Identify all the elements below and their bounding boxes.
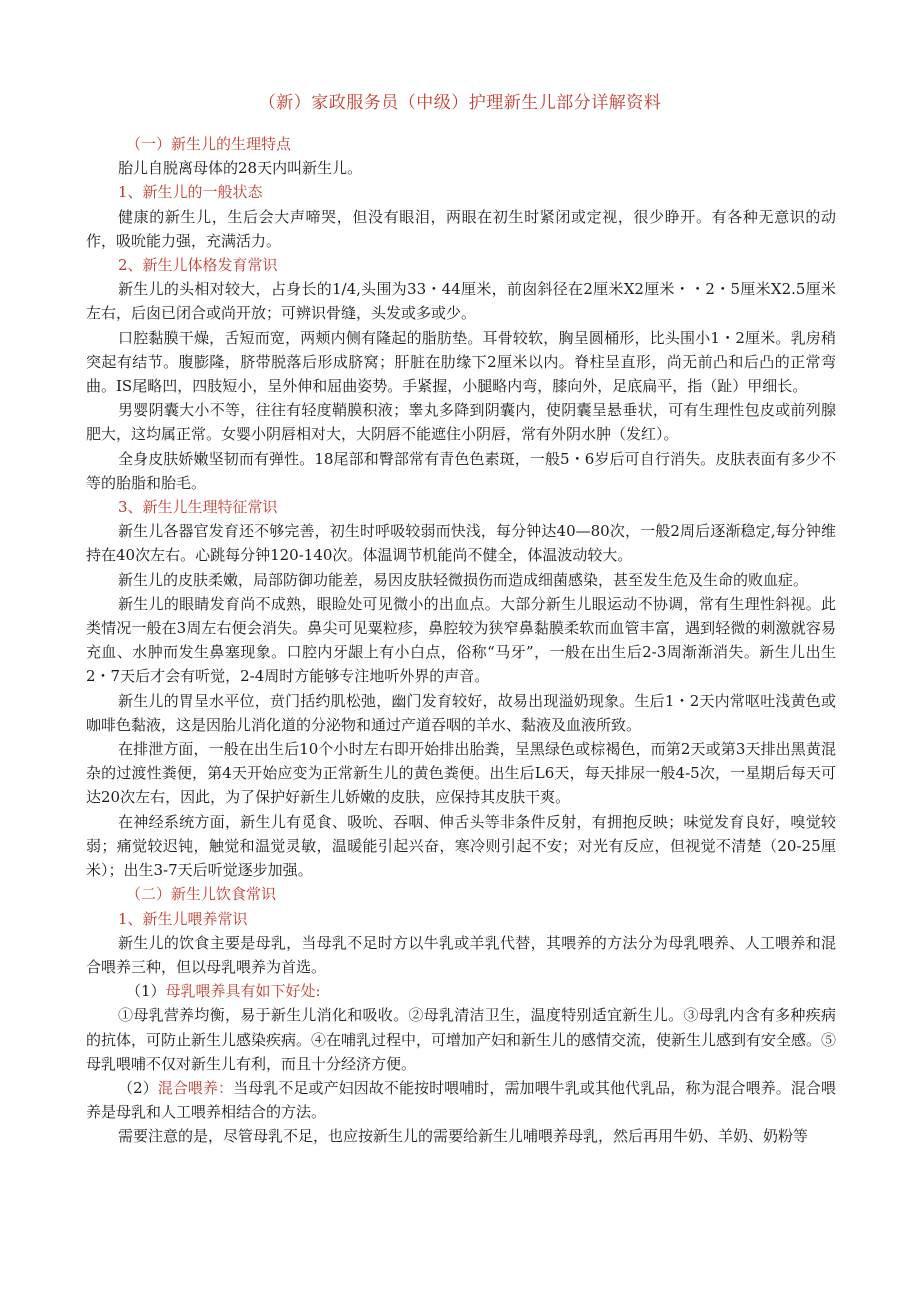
- list-text: 当母乳不足或产妇因故不能按时喂哺时，需加喂牛乳或其他代乳品，称为混合喂养。混合喂养是母乳和人工喂养相结合的方法。: [86, 1078, 836, 1122]
- paragraph: 新生儿的眼睛发育尚不成熟，眼睑处可见微小的出血点。大部分新生儿眼运动不协调，常有生理性斜视。此类情况一般在3周左右便会消失。鼻尖可见粟粒疹，鼻腔较为狭窄鼻黏膜柔软而血管丰富，遇到轻微的刺激就容易充血、水肿而发生鼻塞现象。口腔内牙龈上有小白点，俗称“马牙”，一般在出生后2-3周渐渐消失。新生儿出生2・7天后才会有听觉，2-4周时方能够专注地听外界的声音。: [86, 594, 836, 686]
- subheading-general-state: 1、新生儿的一般状态: [118, 183, 263, 202]
- list-number: （1）: [126, 982, 166, 1001]
- subheading-physiological-features: 3、新生儿生理特征常识: [118, 498, 278, 517]
- paragraph: 在神经系统方面，新生儿有觅食、吸吮、吞咽、伸舌头等非条件反射，有拥抱反映；味觉发育良好，嗅觉较弱；痛觉较迟钝，触觉和温觉灵敏，温暖能引起兴奋，寒冷则引起不安；对光有反应，但视觉不清楚（20-25厘米）；出生3-7天后听觉逐步加强。: [86, 812, 836, 880]
- paragraph: 新生儿各器官发育还不够完善，初生时呼吸较弱而快浅，每分钟达40—80次，一般2周后逐渐稳定,每分钟维持在40次左右。心跳每分钟120-140次。体温调节机能尚不健全，体温波动较大。: [86, 522, 836, 565]
- list-label: 混合喂养：: [157, 1078, 234, 1097]
- list-number: （2）: [118, 1078, 158, 1097]
- list-item-mixed-feeding: [86, 1076, 836, 1124]
- paragraph: 全身皮肤娇嫩坚韧而有弹性。18尾部和臀部常有青色色素斑，一般5・6岁后可自行消失。皮肤表面有多少不等的胎脂和胎毛。: [86, 449, 836, 492]
- paragraph: 健康的新生儿，生后会大声啼哭，但没有眼泪，两眼在初生时紧闭或定视，很少睁开。有各种无意识的动作，吸吮能力强，充满活力。: [86, 207, 836, 250]
- paragraph: 新生儿的皮肤柔嫩，局部防御功能差，易因皮肤轻微损伤而造成细菌感染，甚至发生危及生命的败血症。: [118, 570, 809, 589]
- paragraph: 新生儿的饮食主要是母乳，当母乳不足时方以牛乳或羊乳代替，其喂养的方法分为母乳喂养、人工喂养和混合喂养三种，但以母乳喂养为首选。: [86, 933, 836, 976]
- document-title: （新）家政服务员（中级）护理新生儿部分详解资料: [258, 93, 662, 113]
- paragraph: 在排泄方面，一般在出生后10个小时左右即开始排出胎粪，呈黑绿色或棕褐色，而第2天或第3天排出黑黄混杂的过渡性粪便，第4天开始应变为正常新生儿的黄色粪便。出生后L6天，每天排尿一般4-5次，一星期后每天可达20次左右，因此，为了保护好新生儿娇嫩的皮肤，应保持其皮肤干爽。: [86, 740, 836, 807]
- paragraph: 口腔黏膜干燥，舌短而宽，两颊内侧有隆起的脂肪垫。耳骨较软，胸呈圆桶形，比头围小1・2厘米。乳房稍突起有结节。腹膨隆，脐带脱落后形成脐窝；肝脏在肋缘下2厘米以内。脊柱呈直形，尚无前凸和后凸的正常弯曲。IS尾略凹，四肢短小，呈外伸和屈曲姿势。手紧握，小腿略内弯，膝向外，足底扁平，指（趾）甲细长。: [86, 328, 836, 396]
- paragraph-intro: 胎儿自脱离母体的28天内叫新生儿。: [118, 159, 363, 178]
- paragraph: 新生儿的头相对较大，占身长的1/4,头围为33・44厘米，前囱斜径在2厘米X2厘米・・2・5厘米X2.5厘米左右，后囱已闭合或尚开放；可辨识骨缝，头发或多或少。: [86, 280, 836, 323]
- document-body: [86, 132, 836, 1149]
- list-label: 母乳喂养具有如下好处:: [165, 982, 321, 1001]
- paragraph: 需要注意的是，尽管母乳不足，也应按新生儿的需要给新生儿哺喂养母乳，然后再用牛奶、羊奶、奶粉等: [118, 1127, 809, 1146]
- paragraph: 新生儿的胃呈水平位，贲门括约肌松弛，幽门发育较好，故易出现溢奶现象。生后1・2天内常呕吐浅黄色或咖啡色黏液，这是因胎儿消化道的分泌物和通过产道吞咽的羊水、黏液及血液所致。: [86, 691, 836, 734]
- section-heading-feeding: （二）新生儿饮食常识: [126, 885, 277, 904]
- subheading-physical-development: 2、新生儿体格发育常识: [118, 256, 278, 275]
- section-heading-physiology: （一）新生儿的生理特点: [126, 135, 292, 153]
- subheading-feeding-knowledge: 1、新生儿喂养常识: [118, 909, 248, 928]
- list-item-breastfeeding-benefits: [86, 979, 836, 1003]
- paragraph: ①母乳营养均衡，易于新生儿消化和吸收。②母乳清洁卫生，温度特别适宜新生儿。③母乳内含有多种疾病的抗体，可防止新生儿感染疾病。④在哺乳过程中，可增加产妇和新生儿的感情交流，使新生儿感到有安全感。⑤母乳喂哺不仅对新生儿有利，而且十分经济方便。: [86, 1006, 837, 1073]
- paragraph: 男婴阴囊大小不等，往往有轻度鞘膜积液；睾丸多降到阴囊内，使阴囊呈悬垂状，可有生理性包皮或前列腺肥大，这均属正常。女婴小阴唇相对大，大阴唇不能遮住小阴唇，常有外阴水肿（发红）。: [86, 401, 836, 444]
